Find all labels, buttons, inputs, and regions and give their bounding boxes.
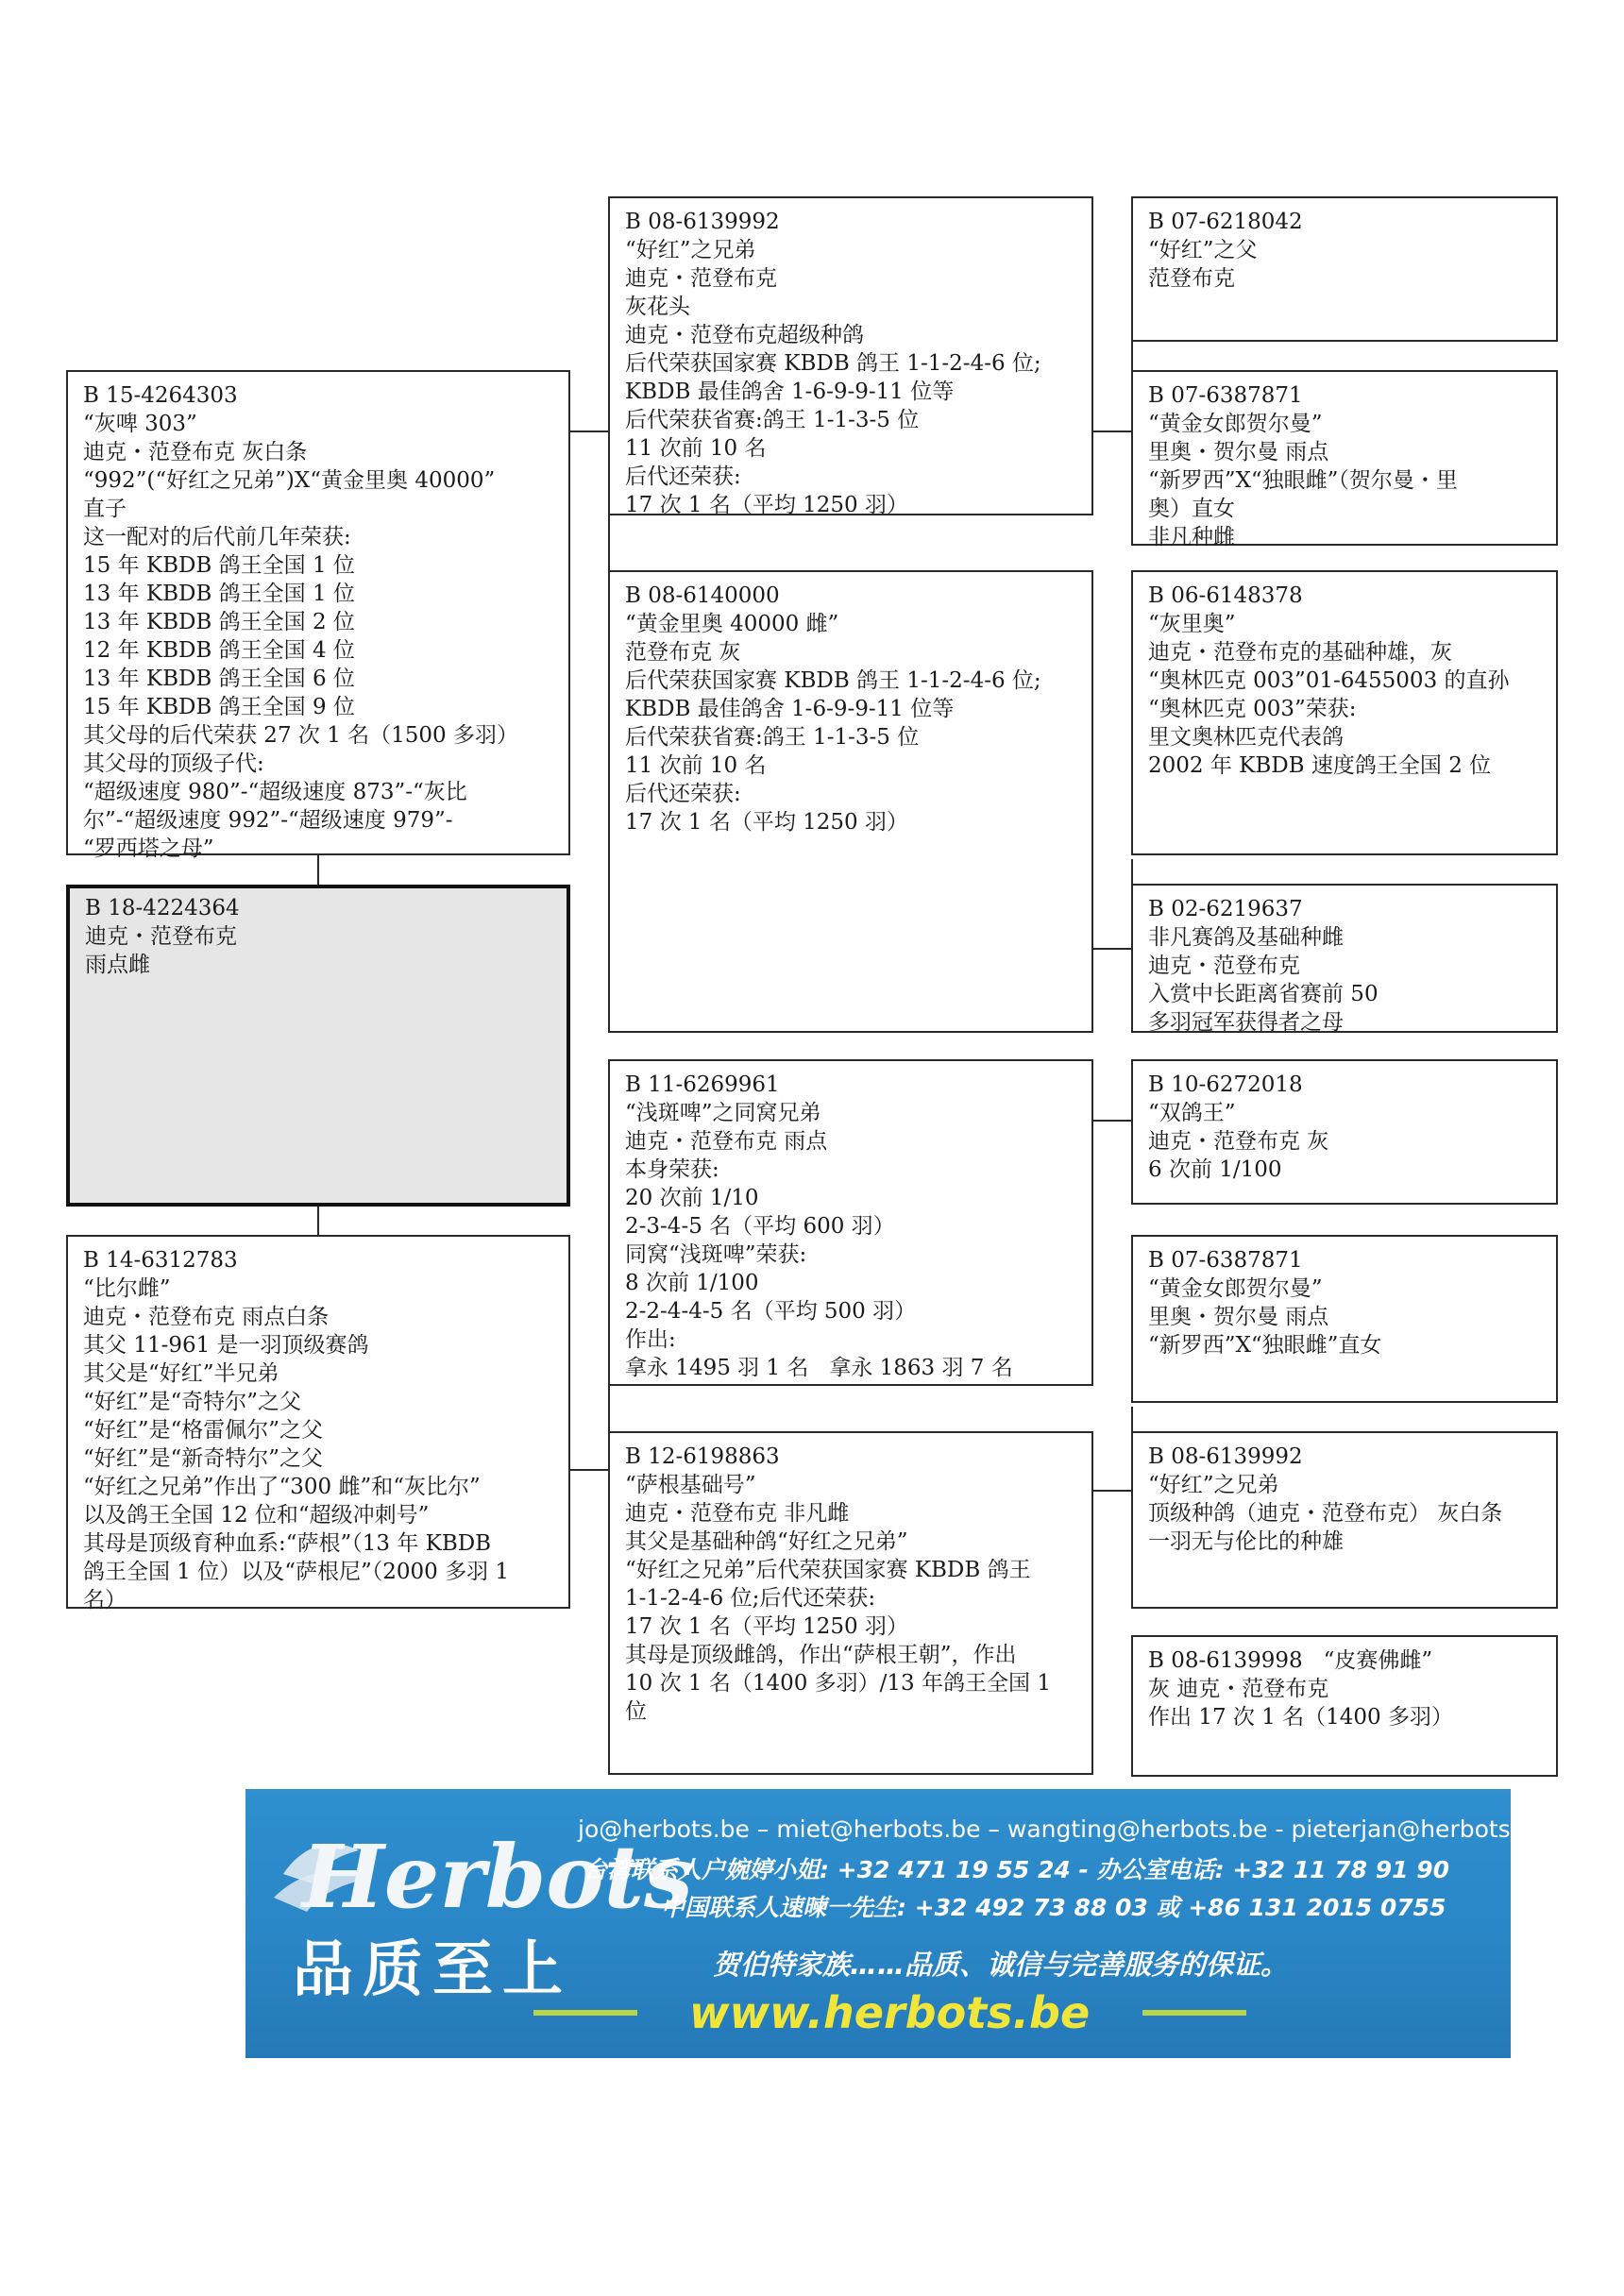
- dss-line: “双鸽王”: [1148, 1101, 1236, 1125]
- connector: [570, 1469, 610, 1471]
- sdd-line: 入赏中长距离省赛前 50: [1148, 982, 1379, 1006]
- sds-line: “奥林匹克 003”01-6455003 的直孙: [1148, 668, 1510, 693]
- ssd-ring: B 07-6387871: [1148, 383, 1303, 408]
- dd-line: 其父是基础种鸽“好红之兄弟”: [625, 1529, 908, 1554]
- banner-promise: 贺伯特家族……品质、诚信与完善服务的保证。: [713, 1949, 1289, 1981]
- dds-line: 顶级种鸽（迪克・范登布克） 灰白条: [1148, 1501, 1503, 1526]
- sire-line: 13 年 KBDB 鸽王全国 1 位: [83, 582, 355, 606]
- sdd-line: 多羽冠军获得者之母: [1148, 1010, 1344, 1035]
- subject-box: [66, 885, 570, 1207]
- dam-line: 迪克・范登布克 雨点白条: [83, 1305, 330, 1329]
- ddd-line: 灰 迪克・范登布克: [1148, 1677, 1329, 1701]
- sds-line: 迪克・范登布克的基础种雄，灰: [1148, 640, 1452, 665]
- dam-line: 以及鸽王全国 12 位和“超级冲刺号”: [83, 1503, 430, 1528]
- dam-sire-box: [608, 1059, 1093, 1386]
- dam-ring: B 14-6312783: [83, 1248, 238, 1273]
- connector: [317, 1205, 319, 1237]
- dss-line: 6 次前 1/100: [1148, 1157, 1282, 1182]
- dd-line: 17 次 1 名（平均 1250 羽）: [625, 1614, 908, 1639]
- sss-ring: B 07-6218042: [1148, 210, 1303, 234]
- dam-line: “好红”是“新奇特尔”之父: [83, 1446, 324, 1471]
- dss-line: 迪克・范登布克 灰: [1148, 1129, 1329, 1154]
- dam-line: “比尔雌”: [83, 1276, 171, 1301]
- dds-line: “好红”之兄弟: [1148, 1473, 1279, 1497]
- ss-line: 后代荣获省赛:鸽王 1-1-3-5 位: [625, 408, 920, 432]
- sire-line: 尔”-“超级速度 992”-“超级速度 979”-: [83, 808, 453, 833]
- sds-line: 里文奥林匹克代表鸽: [1148, 725, 1344, 750]
- connector: [1093, 430, 1133, 432]
- dam-line: “好红之兄弟”作出了“300 雌”和“灰比尔”: [83, 1475, 481, 1499]
- ggp-box-dsd: [1131, 1235, 1558, 1403]
- sd-ring: B 08-6140000: [625, 583, 780, 608]
- subject-color: 雨点雌: [85, 953, 150, 977]
- ds-line: “浅斑啤”之同窝兄弟: [625, 1101, 821, 1125]
- sd-line: 11 次前 10 名: [625, 753, 767, 778]
- dd-line: 位: [625, 1699, 647, 1724]
- subject-ring: B 18-4224364: [85, 896, 240, 920]
- sss-line: 范登布克: [1148, 266, 1235, 291]
- dds-line: 一羽无与伦比的种雄: [1148, 1529, 1344, 1554]
- ssd-line: 非凡种雌: [1148, 525, 1235, 549]
- ss-line: 后代荣获国家赛 KBDB 鸽王 1-1-2-4-6 位;: [625, 351, 1041, 376]
- ds-line: 拿永 1495 羽 1 名 拿永 1863 羽 7 名: [625, 1356, 1013, 1380]
- sd-line: 后代还荣获:: [625, 782, 741, 806]
- sire-line: “灰啤 303”: [83, 412, 197, 436]
- dd-line: “好红之兄弟”后代荣获国家赛 KBDB 鸽王: [625, 1558, 1031, 1582]
- sire-line: “992”(“好红之兄弟”)X“黄金里奥 40000”: [83, 468, 496, 493]
- sd-line: 范登布克 灰: [625, 640, 741, 665]
- ss-line: 17 次 1 名（平均 1250 羽）: [625, 493, 908, 517]
- sire-line: 13 年 KBDB 鸽王全国 6 位: [83, 667, 355, 691]
- sdd-line: 迪克・范登布克: [1148, 954, 1300, 978]
- ds-line: 本身荣获:: [625, 1157, 719, 1182]
- ds-line: 2-3-4-5 名（平均 600 羽）: [625, 1214, 895, 1239]
- sire-line: 直子: [83, 497, 127, 521]
- decorative-dash: [1142, 2010, 1246, 2016]
- ggp-box-ddd: [1131, 1635, 1558, 1777]
- sire-line: 其父母的后代荣获 27 次 1 名（1500 多羽）: [83, 723, 518, 748]
- banner-website-link[interactable]: www.herbots.be: [689, 1987, 1091, 2038]
- ssd-line: 奥）直女: [1148, 497, 1235, 521]
- dds-ring: B 08-6139992: [1148, 1444, 1303, 1469]
- sdd-line: 非凡赛鸽及基础种雌: [1148, 925, 1344, 950]
- sire-sire-box: [608, 196, 1093, 515]
- ddd-ring: B 08-6139998 “皮赛佛雌”: [1148, 1648, 1433, 1673]
- ss-ring: B 08-6139992: [625, 210, 780, 234]
- ssd-line: “新罗西”X“独眼雌”（贺尔曼・里: [1148, 468, 1458, 493]
- ss-line: 灰花头: [625, 295, 690, 319]
- ss-line: 11 次前 10 名: [625, 436, 767, 461]
- sire-line: “超级速度 980”-“超级速度 873”-“灰比: [83, 780, 467, 804]
- sire-box: [66, 370, 570, 861]
- banner-slogan: 品质至上: [293, 1934, 572, 2005]
- ss-line: “好红”之兄弟: [625, 238, 756, 262]
- dam-line: 其父 11-961 是一羽顶级赛鸽: [83, 1333, 369, 1358]
- sire-dam-box: [608, 570, 1093, 1033]
- decorative-dash: [533, 2010, 637, 2016]
- dam-line: “好红”是“奇特尔”之父: [83, 1390, 302, 1414]
- dd-ring: B 12-6198863: [625, 1444, 780, 1469]
- dd-line: 其母是顶级雌鸽，作出“萨根王朝”，作出: [625, 1643, 1017, 1667]
- sss-line: “好红”之父: [1148, 238, 1258, 262]
- dd-line: 10 次 1 名（1400 多羽）/13 年鸽王全国 1: [625, 1671, 1051, 1696]
- connector: [570, 430, 610, 432]
- sd-line: 17 次 1 名（平均 1250 羽）: [625, 810, 908, 835]
- ds-line: 8 次前 1/100: [625, 1271, 759, 1295]
- subject-breeder: 迪克・范登布克: [85, 924, 237, 949]
- dam-dam-box: [608, 1431, 1093, 1775]
- dsd-ring: B 07-6387871: [1148, 1248, 1303, 1273]
- sire-line: 12 年 KBDB 鸽王全国 4 位: [83, 638, 355, 663]
- sire-line: 迪克・范登布克 灰白条: [83, 440, 308, 464]
- dam-line: “好红”是“格雷佩尔”之父: [83, 1418, 324, 1443]
- connector: [1093, 1490, 1133, 1492]
- ss-line: 迪克・范登布克超级种鸽: [625, 323, 864, 347]
- ds-ring: B 11-6269961: [625, 1072, 780, 1097]
- ssd-line: “黄金女郎贺尔曼”: [1148, 412, 1323, 436]
- ggp-box-ssd: [1131, 370, 1558, 549]
- ds-line: 同窝“浅斑啤”荣获:: [625, 1242, 807, 1267]
- sds-ring: B 06-6148378: [1148, 583, 1303, 608]
- dsd-line: “新罗西”X“独眼雌”直女: [1148, 1333, 1382, 1358]
- connector: [1093, 1120, 1133, 1122]
- ggp-box-dss: [1131, 1059, 1558, 1205]
- dss-ring: B 10-6272018: [1148, 1072, 1303, 1097]
- banner-taiwan-contact: 台湾联系人户婉婷小姐: +32 471 19 55 24 - 办公室电话: +32 11 78 91 90: [584, 1856, 1450, 1883]
- banner-china-contact: 中国联系人速暕一先生: +32 492 73 88 03 或 +86 131 2015 0755: [661, 1894, 1446, 1921]
- ggp-box-sss: [1131, 196, 1558, 342]
- dd-line: “萨根基础号”: [625, 1473, 756, 1497]
- sd-line: KBDB 最佳鸽舍 1-6-9-9-11 位等: [625, 697, 955, 721]
- sdd-ring: B 02-6219637: [1148, 897, 1303, 921]
- ggp-box-sdd: [1131, 884, 1558, 1033]
- ssd-line: 里奥・贺尔曼 雨点: [1148, 440, 1329, 464]
- ds-line: 作出:: [625, 1327, 676, 1352]
- sd-line: 后代荣获省赛:鸽王 1-1-3-5 位: [625, 725, 920, 750]
- sire-line: 15 年 KBDB 鸽王全国 1 位: [83, 553, 355, 578]
- dsd-line: 里奥・贺尔曼 雨点: [1148, 1305, 1329, 1329]
- dam-line: 名）: [83, 1588, 127, 1612]
- dam-line: 其父是“好红”半兄弟: [83, 1361, 279, 1386]
- sds-line: “奥林匹克 003”荣获:: [1148, 697, 1357, 721]
- sds-line: 2002 年 KBDB 速度鸽王全国 2 位: [1148, 753, 1492, 778]
- sire-line: 其父母的顶级子代:: [83, 751, 264, 776]
- svg-text:Herbots: Herbots: [302, 1826, 693, 1928]
- dsd-line: “黄金女郎贺尔曼”: [1148, 1276, 1323, 1301]
- ggp-box-sds: [1131, 570, 1558, 855]
- sire-line: 13 年 KBDB 鸽王全国 2 位: [83, 610, 355, 634]
- sire-ring: B 15-4264303: [83, 383, 238, 408]
- dam-box: [66, 1235, 570, 1612]
- dd-line: 1-1-2-4-6 位;后代还荣获:: [625, 1586, 876, 1611]
- ss-line: 迪克・范登布克: [625, 266, 777, 291]
- ds-line: 20 次前 1/10: [625, 1186, 759, 1210]
- sds-line: “灰里奥”: [1148, 612, 1236, 636]
- connector: [1093, 948, 1133, 950]
- sire-line: “罗西塔之母”: [83, 836, 214, 861]
- sd-line: “黄金里奥 40000 雌”: [625, 612, 839, 636]
- dam-line: 其母是顶级育种血系:“萨根”（13 年 KBDB: [83, 1531, 492, 1556]
- herbots-banner: [245, 1789, 1548, 2058]
- ddd-line: 作出 17 次 1 名（1400 多羽）: [1148, 1705, 1453, 1730]
- ds-line: 2-2-4-4-5 名（平均 500 羽）: [625, 1299, 917, 1324]
- ss-line: KBDB 最佳鸽舍 1-6-9-9-11 位等: [625, 380, 955, 404]
- sire-line: 这一配对的后代前几年荣获:: [83, 525, 351, 549]
- ds-line: 迪克・范登布克 雨点: [625, 1129, 828, 1154]
- ggp-box-dds: [1131, 1431, 1558, 1609]
- banner-emails: jo@herbots.be – miet@herbots.be – wangting@herbots.be - pieterjan@herbots.be: [578, 1815, 1548, 1843]
- dam-line: 鸽王全国 1 位）以及“萨根尼”（2000 多羽 1: [83, 1560, 510, 1584]
- dd-line: 迪克・范登布克 非凡雌: [625, 1501, 850, 1526]
- sd-line: 后代荣获国家赛 KBDB 鸽王 1-1-2-4-6 位;: [625, 668, 1041, 693]
- ss-line: 后代还荣获:: [625, 464, 741, 489]
- sire-line: 15 年 KBDB 鸽王全国 9 位: [83, 695, 355, 719]
